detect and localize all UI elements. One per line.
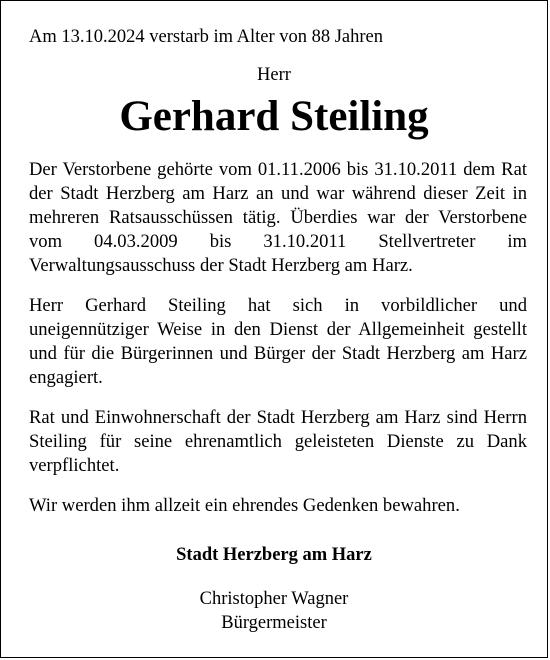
signoff [1,543,547,635]
notice-body [29,158,527,534]
paragraph-tribute: Herr Gerhard Steiling hat sich in vorbildlicher und uneigennütziger Weise in den Dienst der Allgemeinheit gestellt und für die Bürgerinnen und Bürger der Stadt Herzberg am Harz engagiert. [29,295,527,388]
paragraph-gratitude: Rat und Einwohnerschaft der Stadt Herzberg am Harz sind Herrn Steiling für seine ehrenamtlich geleisteten Dienste zu Dank verpflichtet. [29,407,527,476]
signer-name: Christopher Wagner [199,589,349,609]
intro-line: Am 13.10.2024 verstarb im Alter von 88 Jahren [29,27,384,47]
deceased-name: Gerhard Steiling [119,93,429,140]
organization-name: Stadt Herzberg am Harz [176,545,372,565]
paragraph-service: Der Verstorbene gehörte vom 01.11.2006 bis 31.10.2011 dem Rat der Stadt Herzberg am Harz an und war während dieser Zeit in mehreren Ratsausschüssen tätig. Überdies war der Verstorbene vom 04.03.2009 bis 31.10.2011 Stellvertreter im Verwaltungsausschuss der Stadt Herzberg am Harz. [29,159,527,276]
salutation: Herr [257,65,291,85]
paragraph-remembrance: Wir werden ihm allzeit ein ehrendes Gedenken bewahren. [29,495,460,516]
signer-title: Bürgermeister [221,613,327,633]
